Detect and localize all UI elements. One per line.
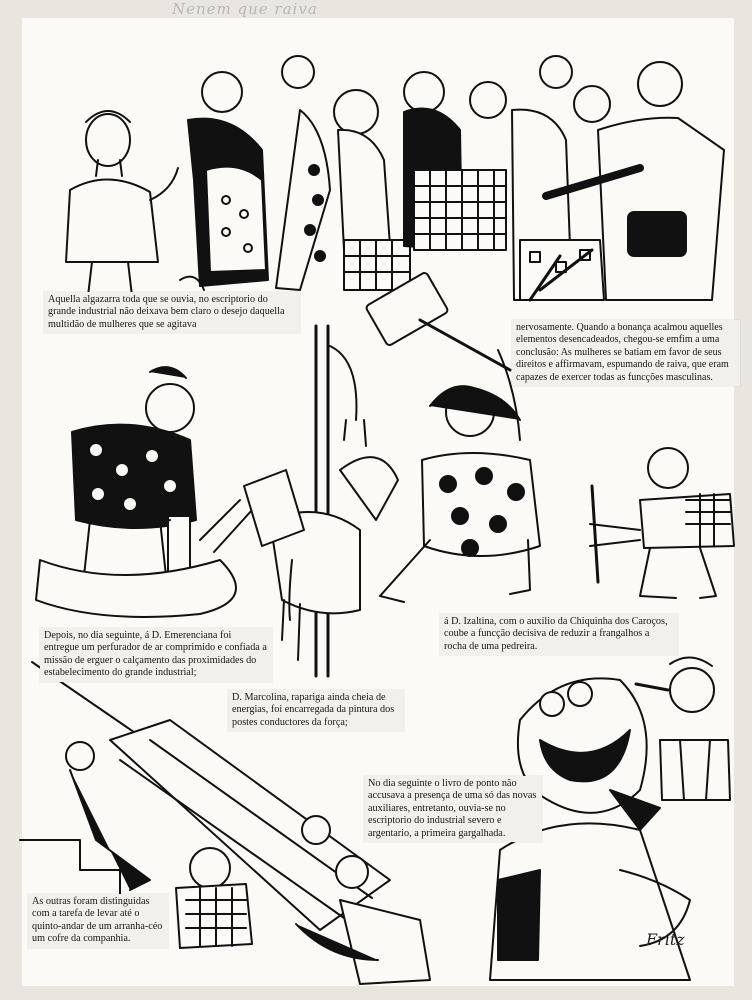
clerk-figure — [636, 657, 730, 800]
caption-marcolina: D. Marcolina, rapariga ainda cheia de energias, foi encarregada da pintura dos postes conductores da força; — [228, 690, 404, 731]
caption-conclusion: nervosamente. Quando a bonança acalmou aquelles elementos desencadeados, chegou-se emfim a uma conclusão: As mulheres se batiam em favor de seus direitos e affirmavam, espumando de raiva, que eram capazes de exercer todas as funcções masculinas. — [512, 320, 740, 386]
marcolina-figure — [244, 326, 398, 676]
caption-crowd: Aquella algazarra toda que se ouvia, no escriptorio do grande industrial não deixava bem claro o desejo daquella multidão de mulheres que se agitava — [44, 292, 300, 333]
pencil-note: Nenem que raiva — [172, 0, 318, 18]
caption-ledger: No dia seguinte o livro de ponto não accusava a presença de uma só das novas auxiliares, entretanto, ouvia-se no escriptorio do industrial severo e argentario, a primeira gargalhada. — [364, 776, 542, 842]
industrialist-figure — [66, 111, 178, 296]
caption-emerenciana: Depois, no dia seguinte, á D. Emerenciana foi entregue um perfurador de ar comprimido e confiada a missão de erguer o calçamento das proximidades do estabelecimento do grande industrial; — [40, 628, 272, 682]
artist-signature: Fritz — [646, 930, 685, 949]
crowd-of-women — [180, 56, 724, 300]
emerenciana-figure — [36, 367, 252, 617]
caption-izaltina: á D. Izaltina, com o auxilio da Chiquinha dos Caroços, coube a funcção decisiva de reduzir a frangalhos a rocha de uma pedreira. — [440, 614, 678, 655]
chiquinha-figure — [590, 448, 734, 598]
caption-safe: As outras foram distinguidas com a tarefa de levar até o quinto-andar de um arranha-céo um cofre da companhia. — [28, 894, 168, 948]
